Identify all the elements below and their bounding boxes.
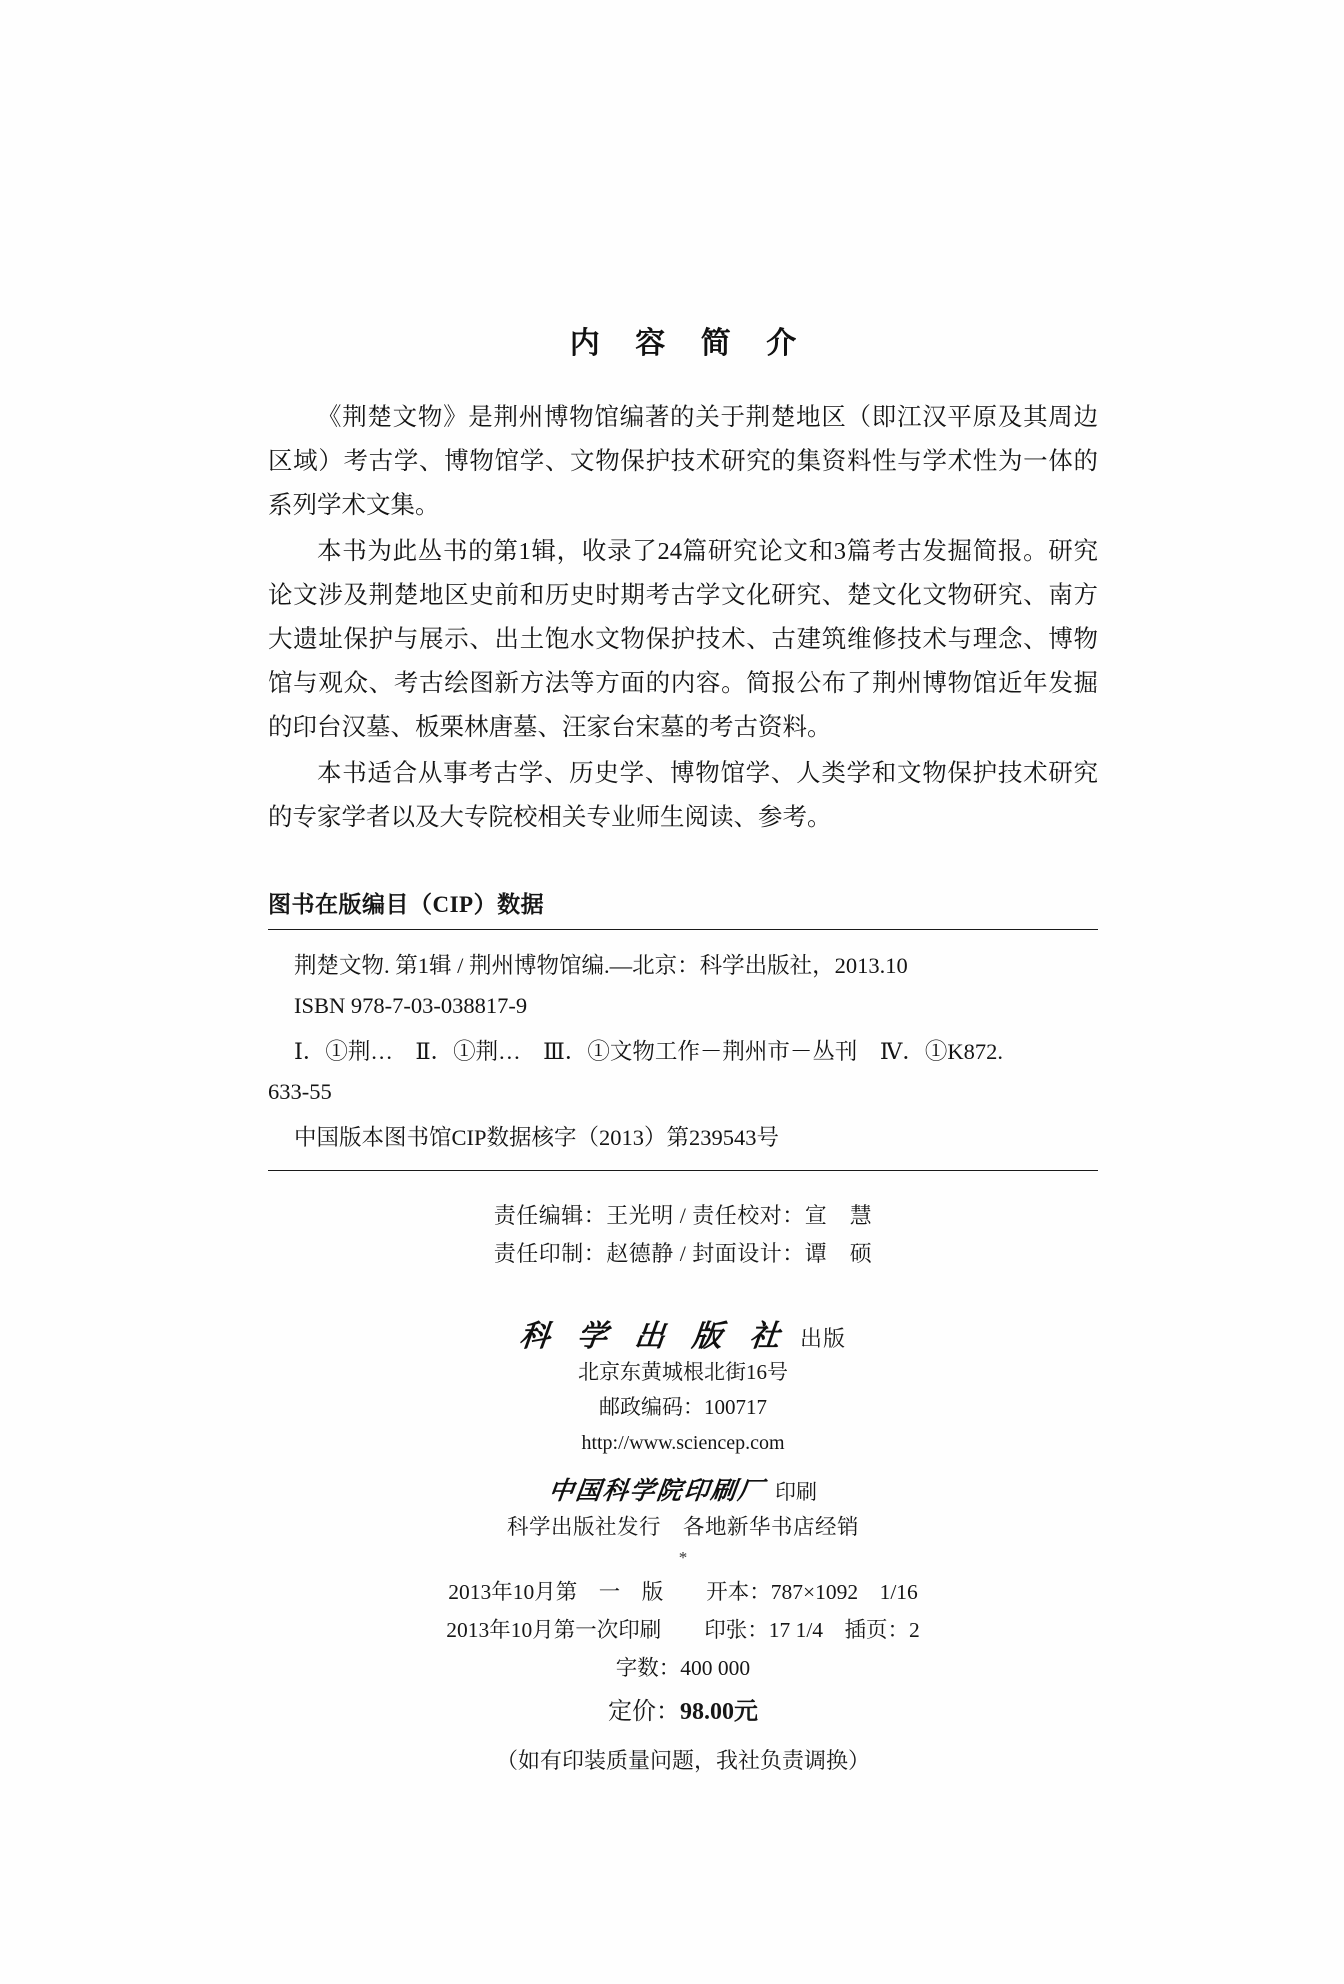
credits-block: [268, 1197, 1098, 1273]
intro-paragraph: 《荆楚文物》是荆州博物馆编著的关于荆楚地区（即江汉平原及其周边区域）考古学、博物馆学、文物保护技术研究的集资料性与学术性为一体的系列学术文集。: [268, 404, 1098, 519]
credit-line-production: 责任印制：赵德静 / 封面设计：谭 硕: [493, 1241, 873, 1266]
cip-line: 633-55: [268, 1079, 332, 1104]
printer-logo: 中国科学院印刷厂: [547, 1478, 767, 1505]
page-title: 内 容 简 介: [569, 327, 811, 360]
intro-paragraph: 本书为此丛书的第1辑，收录了24篇研究论文和3篇考古发掘简报。研究论文涉及荆楚地区史前和历史时期考古学文化研究、楚文化文物研究、南方大遗址保护与展示、出土饱水文物保护技术、古建筑维修技术与理念、博物馆与观众、考古绘图新方法等方面的内容。简报公布了荆州博物馆近年发掘的印台汉墓、板栗林唐墓、汪家台宋墓的考古资料。: [268, 538, 1098, 741]
separator-asterisk: *: [678, 1548, 688, 1567]
publisher-row: [268, 1311, 1098, 1355]
publisher-address: 北京东黄城根北街16号: [578, 1360, 788, 1384]
printer-row: [268, 1471, 1098, 1507]
price-line: [268, 1689, 1098, 1735]
price-label: 定价：: [608, 1699, 680, 1725]
publisher-logo: 科 学 出 版 社: [517, 1320, 792, 1353]
cip-title: 图书在版编目（CIP）数据: [268, 892, 545, 917]
cip-line: 荆楚文物. 第1辑 / 荆州博物馆编.—北京：科学出版社，2013.10: [294, 953, 908, 978]
publisher-url: http://www.sciencep.com: [581, 1432, 785, 1454]
cip-block: [268, 886, 1098, 1171]
intro-paragraph: 本书适合从事考古学、历史学、博物馆学、人类学和文物保护技术研究的专家学者以及大专院校相关专业师生阅读、参考。: [268, 760, 1098, 831]
cip-line: 中国版本图书馆CIP数据核字（2013）第239543号: [294, 1125, 780, 1150]
cip-bottom-divider: [268, 1170, 1098, 1171]
publisher-suffix: 出版: [799, 1326, 846, 1351]
edition-line: 2013年10月第 一 版 开本：787×1092 1/16: [448, 1580, 918, 1604]
cip-line: ISBN 978-7-03-038817-9: [294, 993, 528, 1018]
word-count-line: 字数：400 000: [615, 1656, 751, 1680]
printing-details: [268, 1573, 1098, 1783]
printer-suffix: 印刷: [775, 1480, 817, 1504]
quality-note: （如有印装质量问题，我社负责调换）: [495, 1748, 870, 1773]
cip-line: Ⅰ．①荆… Ⅱ．①荆… Ⅲ．①文物工作－荆州市－丛刊 Ⅳ．①K872.: [294, 1039, 1003, 1064]
credit-line-editor: 责任编辑：王光明 / 责任校对：宣 慧: [493, 1203, 873, 1228]
publisher-postcode: 邮政编码：100717: [599, 1395, 767, 1419]
cip-body: [268, 930, 1098, 1170]
distribution-line: 科学出版社发行 各地新华书店经销: [506, 1515, 859, 1539]
print-run-line: 2013年10月第一次印刷 印张：17 1/4 插页：2: [446, 1618, 920, 1642]
price-value: 98.00元: [680, 1699, 758, 1725]
page-content: [268, 318, 1098, 1783]
